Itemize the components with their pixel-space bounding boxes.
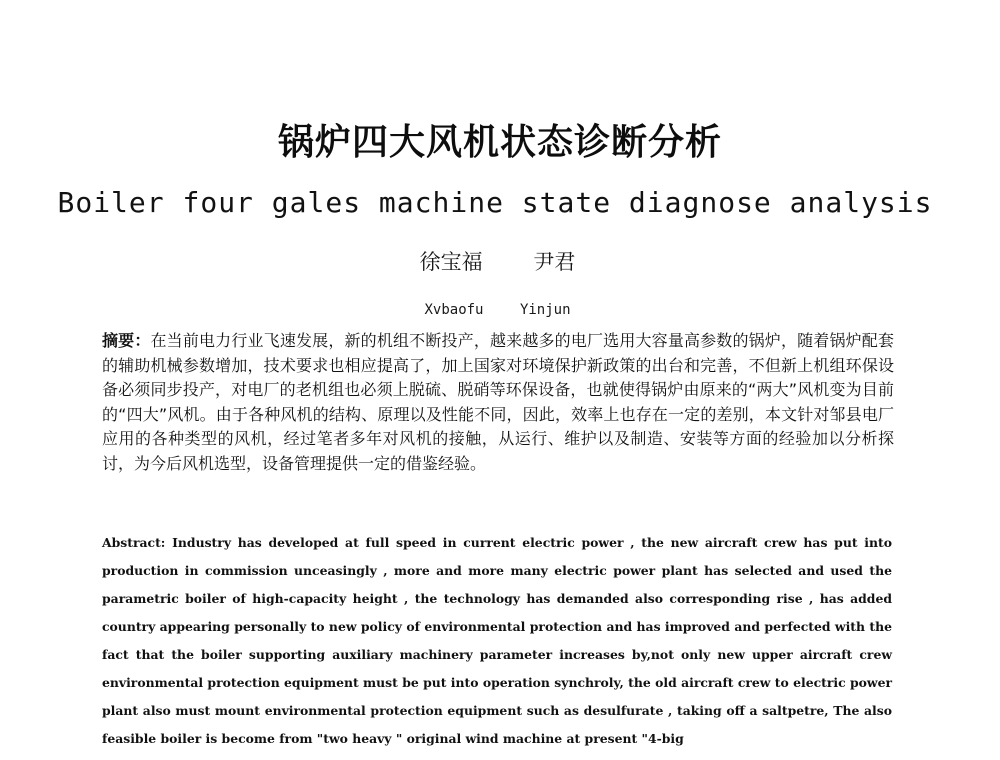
english-abstract-text: Industry has developed at full speed in current electric power , the new aircraft crew has put into production in commission unceasingly , more and more many electric power plant has selected and used the parametric boiler of high-capacity height , the technology has demanded also corresponding rise , has added country appearing personally to new policy of environmental protection and has improved and perfected with the fact that the boiler supporting auxiliary machinery parameter increases by,not only new upper aircraft crew environmental protection equipment must be put into operation synchroly, the old aircraft crew to electric power plant also must mount environmental protection equipment such as desulfurate , taking off a saltpetre, The also feasible boiler is become from "two heavy " original wind machine at present "4-big [102, 535, 892, 746]
author-en-2: Yinjun [519, 302, 571, 318]
chinese-abstract [102, 329, 894, 476]
author-cn-2: 尹君 [533, 250, 576, 274]
chinese-authors [0, 246, 995, 276]
english-title: Boiler four gales machine state diagnose analysis [57, 186, 933, 219]
english-abstract [102, 529, 892, 753]
chinese-abstract-text: 在当前电力行业飞速发展，新的机组不断投产，越来越多的电厂选用大容量高参数的锅炉，随着锅炉配套的辅助机械参数增加，技术要求也相应提高了，加上国家对环境保护新政策的出台和完善，不但新上机组环保设备必须同步投产，对电厂的老机组也必须上脱硫、脱硝等环保设备，也就使得锅炉由原来的“两大”风机变为目前的“四大”风机。由于各种风机的结构、原理以及性能不同，因此，效率上也存在一定的差别，本文针对邹县电厂应用的各种类型的风机，经过笔者多年对风机的接触，从运行、维护以及制造、安装等方面的经验加以分析探讨，为今后风机选型，设备管理提供一定的借鉴经验。 [102, 331, 894, 473]
english-authors [0, 302, 995, 318]
chinese-title: 锅炉四大风机状态诊断分析 [277, 122, 722, 163]
author-cn-1: 徐宝福 [419, 250, 483, 274]
english-abstract-label: Abstract: [102, 535, 166, 550]
chinese-abstract-label: 摘要： [102, 331, 151, 350]
author-en-1: Xvbaofu [424, 302, 484, 318]
